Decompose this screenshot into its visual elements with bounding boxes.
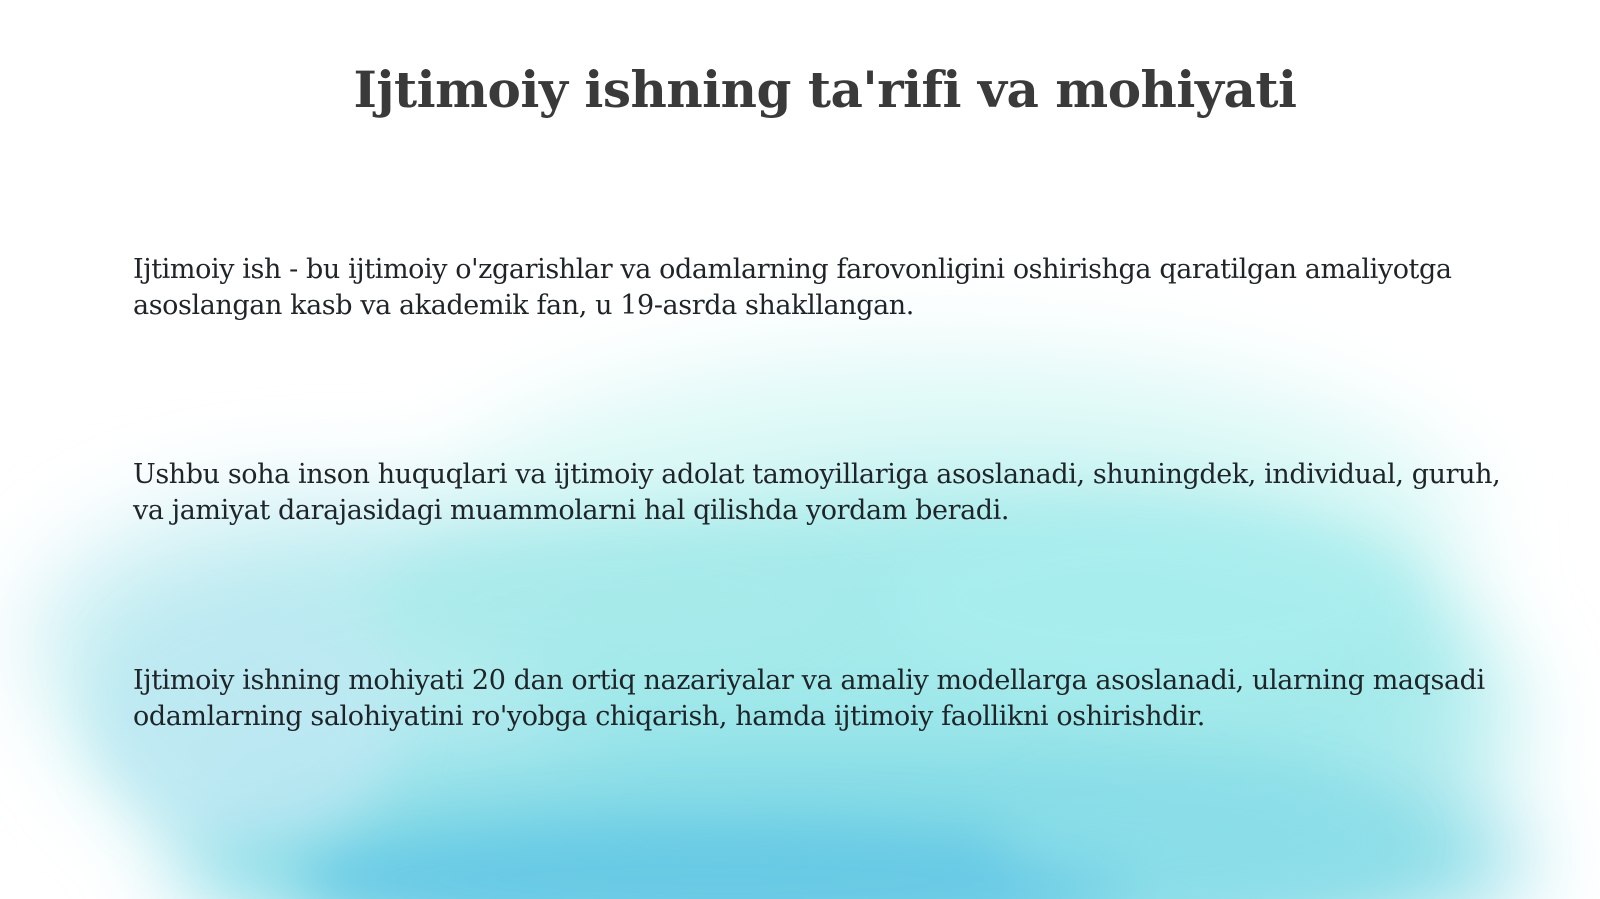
paragraph-essence: Ijtimoiy ishning mohiyati 20 dan ortiq nazariyalar va amaliy modellarga asoslanadi, ularning maqsadi odamlarning salohiyatini ro'yobga chiqarish, hamda ijtimoiy faollikni oshirishdir.: [133, 665, 1485, 732]
paragraph-principles: Ushbu soha inson huquqlari va ijtimoiy adolat tamoyillariga asoslanadi, shuningdek, individual, guruh, va jamiyat darajasidagi muammolarni hal qilishda yordam beradi.: [133, 459, 1501, 526]
slide-title: Ijtimoiy ishning ta'rifi va mohiyati: [353, 60, 1297, 119]
paragraph-definition: Ijtimoiy ish - bu ijtimoiy o'zgarishlar va odamlarning farovonligini oshirishga qaratilgan amaliyotga asoslangan kasb va akademik fan, u 19-asrda shakllangan.: [133, 254, 1452, 321]
